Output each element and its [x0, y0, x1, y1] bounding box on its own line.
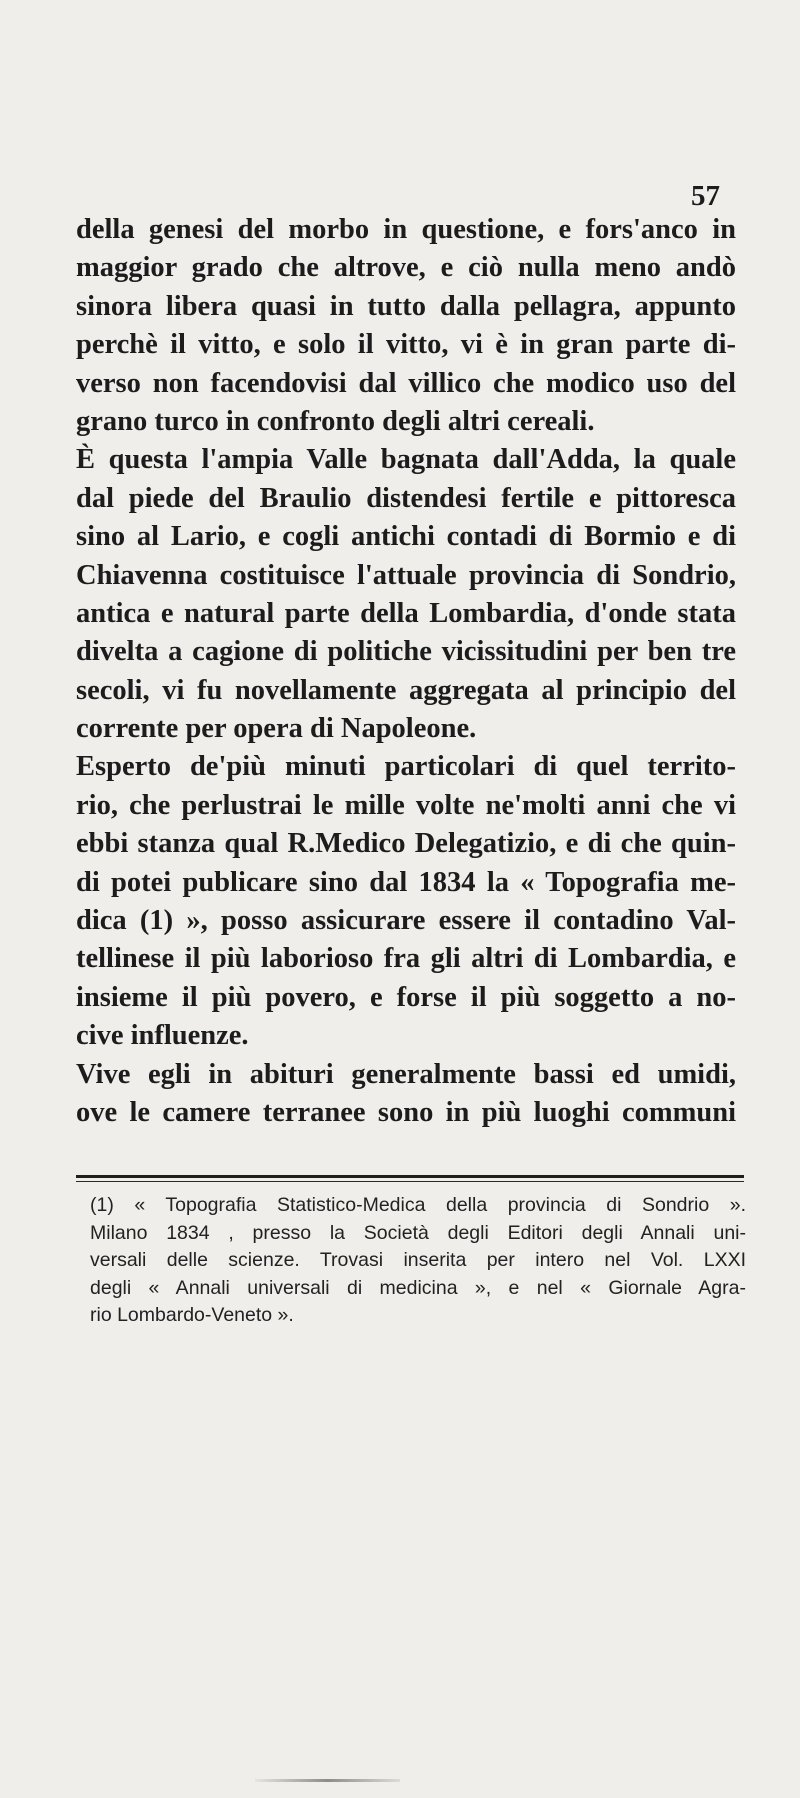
footnote-separator-thin [76, 1181, 744, 1182]
text-line: Vive egli in abituri generalmente bassi ed umidi, [76, 1058, 736, 1090]
text-line: secoli, vi fu novellamente aggregata al principio del [76, 674, 736, 706]
footnote-line: Milano 1834 , presso la Società degli Editori degli Annali uni- [90, 1221, 746, 1244]
footnote-line: degli « Annali universali di medicina », e nel « Giornale Agra- [90, 1276, 746, 1299]
footnote-separator-thick [76, 1175, 744, 1178]
text-line: divelta a cagione di politiche vicissitudini per ben tre [76, 636, 736, 668]
text-line: tellinese il più laborioso fra gli altri di Lombardia, e [76, 943, 736, 975]
text-line: antica e natural parte della Lombardia, d'onde stata [76, 597, 736, 629]
text-line: ebbi stanza qual R.Medico Delegatizio, e di che quin- [76, 828, 736, 860]
page-number: 57 [691, 180, 720, 212]
text-line: verso non facendovisi dal villico che modico uso del [76, 367, 736, 399]
text-line: di potei publicare sino dal 1834 la « Topografia me- [76, 866, 736, 898]
footnote [90, 1192, 746, 1330]
footnote-line: rio Lombardo-Veneto ». [90, 1304, 294, 1326]
text-line: perchè il vitto, e solo il vitto, vi è in gran parte di- [76, 329, 736, 361]
text-line: cive influenze. [76, 1020, 249, 1052]
text-line: dica (1) », posso assicurare essere il contadino Val- [76, 905, 736, 937]
footnote-line: versali delle scienze. Trovasi inserita per intero nel Vol. LXXI [90, 1249, 746, 1271]
text-line: corrente per opera di Napoleone. [76, 713, 477, 745]
text-line: rio, che perlustrai le mille volte ne'molti anni che vi [76, 789, 736, 821]
text-line: sino al Lario, e cogli antichi contadi di Bormio e di [76, 521, 736, 553]
footnote-line: (1) « Topografia Statistico-Medica della provincia di Sondrio ». [90, 1194, 746, 1216]
text-line: insieme il più povero, e forse il più soggetto a no- [76, 981, 736, 1013]
text-line: ove le camere terranee sono in più luoghi communi [76, 1096, 736, 1128]
main-text [76, 211, 736, 1132]
text-line: Chiavenna costituisce l'attuale provincia di Sondrio, [76, 559, 736, 591]
text-line: Esperto de'più minuti particolari di quel territo- [76, 751, 736, 783]
text-line: grano turco in confronto degli altri cereali. [76, 405, 595, 437]
text-line: sinora libera quasi in tutto dalla pellagra, appunto [76, 290, 736, 322]
text-line: È questa l'ampia Valle bagnata dall'Adda, la quale [76, 444, 736, 476]
text-line: dal piede del Braulio distendesi fertile e pittoresca [76, 482, 736, 514]
text-line: della genesi del morbo in questione, e fors'anco in [76, 214, 736, 245]
text-line: maggior grado che altrove, e ciò nulla meno andò [76, 252, 736, 284]
scan-smudge [255, 1779, 400, 1782]
